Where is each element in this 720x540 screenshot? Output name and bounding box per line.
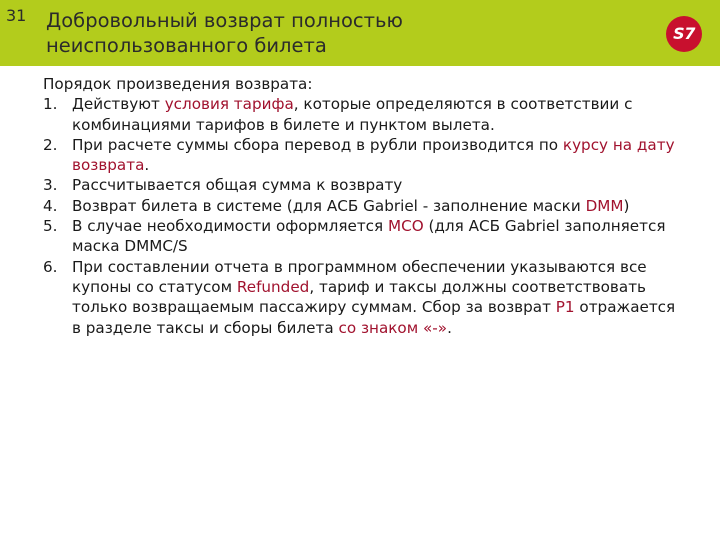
steps-list [43,94,683,338]
step-text: отражается в разделе таксы и сборы билета [72,298,676,337]
step-text: При составлении отчета в программном обеспечении указываются все купоны со статусом [72,257,647,296]
step-text: В случае необходимости оформляется [72,217,388,236]
slide-title [46,8,636,58]
step-text: Действуют [72,95,165,114]
step-5 [43,216,683,257]
step-number: 6. [43,257,58,276]
step-1 [43,94,683,135]
step-number: 1. [43,95,58,114]
title-line-2: неиспользованного билета [46,34,327,57]
step-text: При расчете суммы сбора перевод в рубли производится по [72,135,563,154]
header-bar [0,0,720,66]
slide-content [43,74,683,338]
highlight-term: условия тарифа [164,95,294,114]
step-text: , тариф и таксы должны соответствовать только возвращаемым пассажиру суммам. Сбор за возврат [72,277,646,317]
step-number: 3. [43,176,58,195]
intro-text: Порядок произведения возврата: [43,75,313,93]
step-number: 2. [43,135,58,154]
highlight-term: DMM [585,196,624,215]
step-2 [43,135,683,176]
highlight-term: курсу на дату возврата [72,135,675,175]
title-line-1: Добровольный возврат полностью [46,9,403,32]
step-number: 4. [43,196,58,215]
highlight-term: со знаком «-» [338,318,448,337]
step-text: Возврат билета в системе (для АСБ Gabriel - заполнение маски [72,196,586,215]
highlight-term: Refunded [236,277,310,296]
step-text: . [144,156,150,175]
step-text: (для АСБ Gabriel заполняется маска DMMC/S [72,217,666,256]
highlight-term: MCO [388,217,424,236]
step-text: ) [623,196,630,215]
step-4 [43,196,683,216]
step-text: . [447,318,452,337]
slide-number: 31 [6,6,27,25]
highlight-term: P1 [555,298,575,317]
step-text: , которые определяются в соответствии с комбинациями тарифов в билете и пунктом вылета. [72,95,633,134]
step-3 [43,175,683,195]
step-6 [43,257,683,338]
s7-logo-icon: S7 [666,16,702,52]
step-number: 5. [43,217,58,236]
step-text: Рассчитывается общая сумма к возврату [72,176,403,195]
